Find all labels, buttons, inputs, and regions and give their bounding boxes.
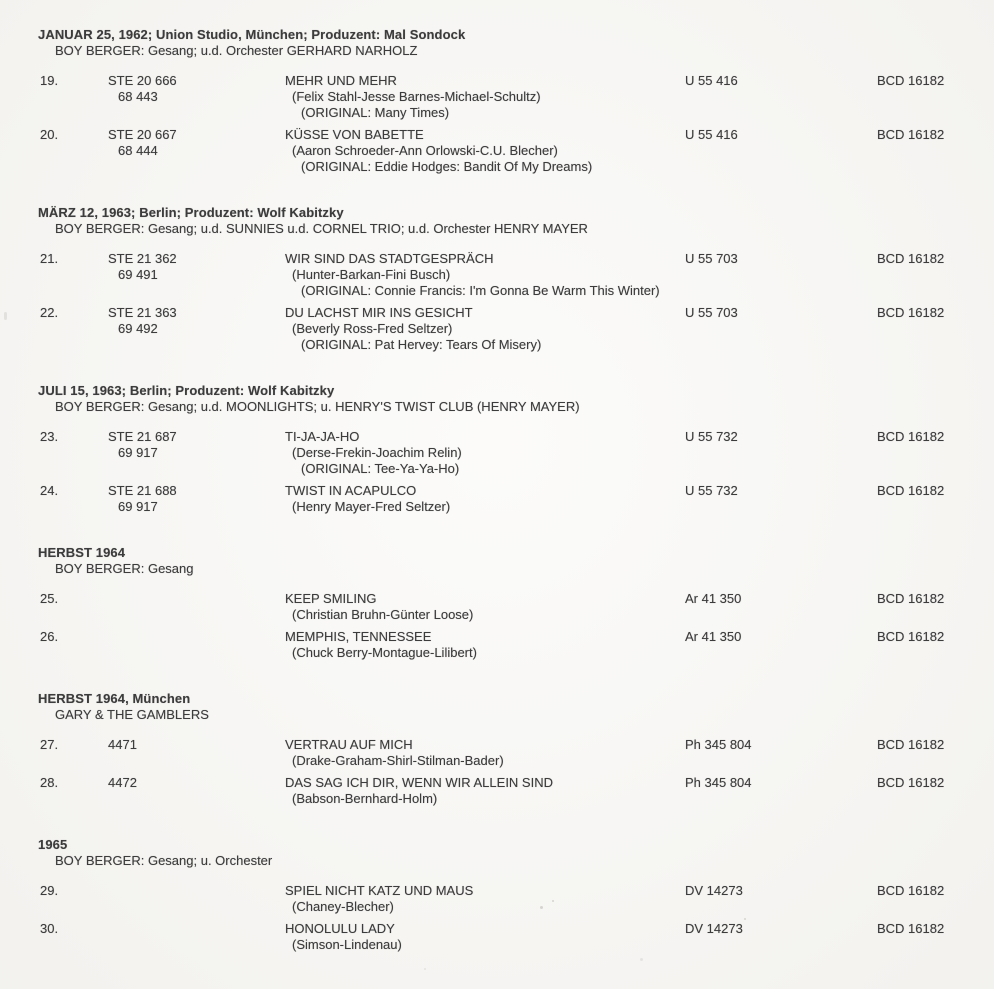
bcd-release-number: BCD 16182 <box>877 73 945 88</box>
session-header: HERBST 1964 <box>38 545 126 560</box>
bcd-release-number: BCD 16182 <box>877 251 945 266</box>
tape-number: 69 917 <box>118 499 158 514</box>
session-personnel: BOY BERGER: Gesang <box>55 561 194 576</box>
label-catalog-number: Ar 41 350 <box>685 629 742 644</box>
title-block <box>285 591 978 623</box>
session-block <box>0 205 994 353</box>
title-block <box>285 251 978 299</box>
matrix-numbers <box>108 127 268 159</box>
tape-number: 69 491 <box>118 267 158 282</box>
matrix-number: 4472 <box>108 775 137 790</box>
track-row <box>0 921 994 953</box>
track-number: 24. <box>40 483 59 498</box>
title-block <box>285 127 978 175</box>
label-catalog-number: U 55 703 <box>685 251 738 266</box>
label-catalog-number: U 55 732 <box>685 429 738 444</box>
track-original-version: (ORIGINAL: Eddie Hodges: Bandit Of My Dreams) <box>301 159 593 174</box>
track-row <box>0 883 994 915</box>
session-block <box>0 383 994 515</box>
track-list <box>0 73 994 175</box>
title-block <box>285 483 978 515</box>
track-row <box>0 127 994 175</box>
track-list <box>0 591 994 661</box>
tape-number: 69 917 <box>118 445 158 460</box>
session-header: 1965 <box>38 837 68 852</box>
matrix-number: STE 21 687 <box>108 429 177 444</box>
bcd-release-number: BCD 16182 <box>877 775 945 790</box>
track-title: TI-JA-JA-HO <box>285 429 360 444</box>
track-row <box>0 591 994 623</box>
label-catalog-number: U 55 416 <box>685 127 738 142</box>
track-title: SPIEL NICHT KATZ UND MAUS <box>285 883 474 898</box>
label-catalog-number: Ar 41 350 <box>685 591 742 606</box>
track-list <box>0 251 994 353</box>
matrix-numbers <box>108 429 268 461</box>
track-row <box>0 737 994 769</box>
session-personnel: BOY BERGER: Gesang; u.d. SUNNIES u.d. CORNEL TRIO; u.d. Orchester HENRY MAYER <box>55 221 588 236</box>
track-row <box>0 73 994 121</box>
session-personnel: BOY BERGER: Gesang; u.d. MOONLIGHTS; u. HENRY'S TWIST CLUB (HENRY MAYER) <box>55 399 580 414</box>
scan-speck <box>424 968 426 970</box>
track-composers: (Hunter-Barkan-Fini Busch) <box>292 267 451 282</box>
bcd-release-number: BCD 16182 <box>877 629 945 644</box>
scan-speck <box>4 312 7 320</box>
track-number: 22. <box>40 305 59 320</box>
bcd-release-number: BCD 16182 <box>877 127 945 142</box>
track-composers: (Christian Bruhn-Günter Loose) <box>292 607 474 622</box>
bcd-release-number: BCD 16182 <box>877 429 945 444</box>
matrix-number: STE 21 362 <box>108 251 177 266</box>
tape-number: 68 444 <box>118 143 158 158</box>
title-block <box>285 775 978 807</box>
matrix-numbers <box>108 775 268 791</box>
track-title: HONOLULU LADY <box>285 921 395 936</box>
title-block <box>285 883 978 915</box>
scan-speck <box>744 918 746 920</box>
session-personnel: GARY & THE GAMBLERS <box>55 707 209 722</box>
bcd-release-number: BCD 16182 <box>877 305 945 320</box>
title-block <box>285 629 978 661</box>
title-block <box>285 737 978 769</box>
track-composers: (Felix Stahl-Jesse Barnes-Michael-Schultz) <box>292 89 541 104</box>
session-header: JANUAR 25, 1962; Union Studio, München; Produzent: Mal Sondock <box>38 27 466 42</box>
scan-speck <box>540 906 543 909</box>
session-block <box>0 545 994 661</box>
bcd-release-number: BCD 16182 <box>877 883 945 898</box>
track-title: KEEP SMILING <box>285 591 377 606</box>
matrix-number: STE 21 688 <box>108 483 177 498</box>
scan-speck <box>640 958 643 961</box>
track-composers: (Beverly Ross-Fred Seltzer) <box>292 321 453 336</box>
track-row <box>0 483 994 515</box>
track-number: 27. <box>40 737 59 752</box>
track-title: DAS SAG ICH DIR, WENN WIR ALLEIN SIND <box>285 775 553 790</box>
track-composers: (Chaney-Blecher) <box>292 899 394 914</box>
label-catalog-number: Ph 345 804 <box>685 775 752 790</box>
scan-speck <box>552 900 554 902</box>
track-composers: (Simson-Lindenau) <box>292 937 402 952</box>
track-number: 29. <box>40 883 59 898</box>
matrix-numbers <box>108 73 268 105</box>
track-composers: (Drake-Graham-Shirl-Stilman-Bader) <box>292 753 504 768</box>
track-composers: (Chuck Berry-Montague-Lilibert) <box>292 645 477 660</box>
track-row <box>0 775 994 807</box>
label-catalog-number: DV 14273 <box>685 921 743 936</box>
title-block <box>285 73 978 121</box>
label-catalog-number: U 55 416 <box>685 73 738 88</box>
session-personnel: BOY BERGER: Gesang; u. Orchester <box>55 853 273 868</box>
track-number: 26. <box>40 629 59 644</box>
track-row <box>0 629 994 661</box>
track-list <box>0 429 994 515</box>
matrix-numbers <box>108 483 268 515</box>
track-row <box>0 251 994 299</box>
label-catalog-number: U 55 703 <box>685 305 738 320</box>
session-header: JULI 15, 1963; Berlin; Produzent: Wolf Kabitzky <box>38 383 335 398</box>
track-number: 21. <box>40 251 59 266</box>
tape-number: 69 492 <box>118 321 158 336</box>
track-title: MEHR UND MEHR <box>285 73 397 88</box>
track-title: TWIST IN ACAPULCO <box>285 483 417 498</box>
track-composers: (Henry Mayer-Fred Seltzer) <box>292 499 451 514</box>
track-composers: (Derse-Frekin-Joachim Relin) <box>292 445 462 460</box>
track-title: WIR SIND DAS STADTGESPRÄCH <box>285 251 494 266</box>
track-row <box>0 429 994 477</box>
track-original-version: (ORIGINAL: Tee-Ya-Ya-Ho) <box>301 461 460 476</box>
track-list <box>0 883 994 953</box>
track-number: 30. <box>40 921 59 936</box>
track-title: DU LACHST MIR INS GESICHT <box>285 305 473 320</box>
track-number: 25. <box>40 591 59 606</box>
matrix-number: 4471 <box>108 737 137 752</box>
session-block <box>0 837 994 953</box>
track-original-version: (ORIGINAL: Pat Hervey: Tears Of Misery) <box>301 337 542 352</box>
bcd-release-number: BCD 16182 <box>877 483 945 498</box>
session-header: MÄRZ 12, 1963; Berlin; Produzent: Wolf Kabitzky <box>38 205 344 220</box>
track-title: MEMPHIS, TENNESSEE <box>285 629 432 644</box>
track-original-version: (ORIGINAL: Connie Francis: I'm Gonna Be Warm This Winter) <box>301 283 660 298</box>
track-composers: (Babson-Bernhard-Holm) <box>292 791 438 806</box>
track-title: KÜSSE VON BABETTE <box>285 127 424 142</box>
matrix-numbers <box>108 305 268 337</box>
track-row <box>0 305 994 353</box>
title-block <box>285 921 978 953</box>
track-title: VERTRAU AUF MICH <box>285 737 413 752</box>
matrix-number: STE 21 363 <box>108 305 177 320</box>
label-catalog-number: U 55 732 <box>685 483 738 498</box>
track-original-version: (ORIGINAL: Many Times) <box>301 105 450 120</box>
track-list <box>0 737 994 807</box>
bcd-release-number: BCD 16182 <box>877 737 945 752</box>
track-number: 20. <box>40 127 59 142</box>
matrix-number: STE 20 667 <box>108 127 177 142</box>
session-block <box>0 691 994 807</box>
title-block <box>285 429 978 477</box>
session-block <box>0 27 994 175</box>
matrix-number: STE 20 666 <box>108 73 177 88</box>
label-catalog-number: DV 14273 <box>685 883 743 898</box>
matrix-numbers <box>108 251 268 283</box>
label-catalog-number: Ph 345 804 <box>685 737 752 752</box>
session-personnel: BOY BERGER: Gesang; u.d. Orchester GERHARD NARHOLZ <box>55 43 418 58</box>
bcd-release-number: BCD 16182 <box>877 591 945 606</box>
title-block <box>285 305 978 353</box>
track-number: 19. <box>40 73 59 88</box>
track-number: 28. <box>40 775 59 790</box>
bcd-release-number: BCD 16182 <box>877 921 945 936</box>
session-header: HERBST 1964, München <box>38 691 191 706</box>
tape-number: 68 443 <box>118 89 158 104</box>
track-composers: (Aaron Schroeder-Ann Orlowski-C.U. Blecher) <box>292 143 558 158</box>
track-number: 23. <box>40 429 59 444</box>
matrix-numbers <box>108 737 268 753</box>
